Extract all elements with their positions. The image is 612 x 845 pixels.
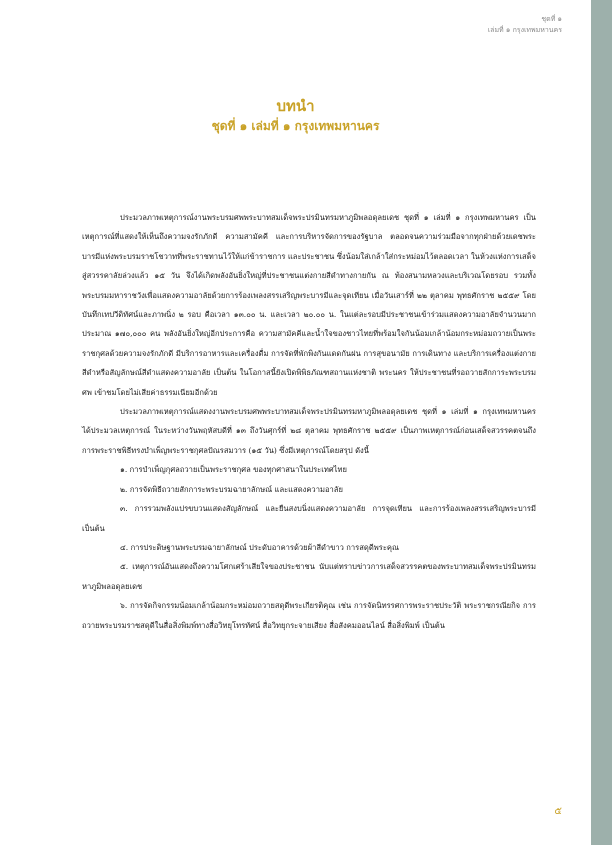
intro-paragraph: ประมวลภาพเหตุการณ์งานพระบรมศพพระบาทสมเด็จพระปรมินทรมหาภูมิพลอดุลยเดช ชุดที่ ๑ เล่มที่ ๑ กรุงเทพมหานคร เป็นเหตุการณ์ที่แสดงให้เห็นถึงความจงรักภักดี ความสามัคคี และการบริหารจัดการของรัฐบาล ตลอดจนความร่วมมือจากทุกฝ่ายด้วยเดชพระบารมีแห่งพระบรมราชโชวาทที่พระราชทานไว้ให้แก่ข้าราชการ และประชาชน ซึ่งน้อมใส่เกล้าใส่กระหม่อมไว้ตลอดเวลา ในห้วงแห่งการเสด็จสู่สวรรคาลัยล่วงแล้ว ๑๕ วัน จึงได้เกิดพลังอันยิ่งใหญ่ที่ประชาชนแต่งกายสีดำทางกายกัน ณ ท้องสนามหลวงและบริเวณโดยรอบ รวมทั้งพระบรมมหาราชวังเพื่อแสดงความอาลัยด้วยการร้องเพลงสรรเสริญพระบารมีและจุดเทียน เมื่อวันเสาร์ที่ ๒๒ ตุลาคม พุทธศักราช ๒๕๕๙ โดยบันทึกเทปวีดิทัศน์และภาพนิ่ง ๒ รอบ คือเวลา ๑๓.๐๐ น. และเวลา ๒๐.๐๐ น. ในแต่ละรอบมีประชาชนเข้าร่วมแสดงความอาลัยจำนวนมากประมาณ ๑๗๐,๐๐๐ คน พลังอันยิ่งใหญ่อีกประการคือ ความสามัคคีและน้ำใจของชาวไทยที่พร้อมใจกันน้อมเกล้าน้อมกระหม่อมถวายเป็นพระราชกุศลด้วยความจงรักภักดี มีบริการอาหารและเครื่องดื่ม การจัดที่พักพิงกันแดดกันฝน การสุขอนามัย การเดินทาง และบริการเครื่องแต่งกายสีดำหรือสัญลักษณ์สีดำแสดงความอาลัย เป็นต้น ในโอกาสนี้ยังเปิดพิพิธภัณฑสถานแห่งชาติ พระนคร ให้ประชาชนที่รอถวายสักการะพระบรมศพ เข้าชมโดยไม่เสียค่าธรรมเนียมอีกด้วย <box>82 213 536 397</box>
list-item: ๕. เหตุการณ์อันแสดงถึงความโศกเศร้าเสียใจของประชาชน นับแต่ทราบข่าวการเสด็จสวรรคตของพระบาทสมเด็จพระปรมินทรมหาภูมิพลอดุลยเดช <box>82 562 536 591</box>
summary-paragraph: ประมวลภาพเหตุการณ์แสดงงานพระบรมศพพระบาทสมเด็จพระปรมินทรมหาภูมิพลอดุลยเดช ชุดที่ ๑ เล่มที่ ๑ กรุงเทพมหานคร ได้ประมวลเหตุการณ์ ในระหว่างวันพฤหัสบดีที่ ๑๓ ถึงวันศุกร์ที่ ๒๘ ตุลาคม พุทธศักราช ๒๕๕๙ เป็นภาพเหตุการณ์ก่อนเสด็จสวรรคตจนถึงการพระราชพิธีทรงบำเพ็ญพระราชกุศลปัณรสมวาร (๑๕ วัน) ซึ่งมีเหตุการณ์โดยสรุป ดังนี้ <box>82 407 536 455</box>
header-book-label: เล่มที่ ๑ กรุงเทพมหานคร <box>487 26 562 34</box>
header-set-label: ชุดที่ ๑ <box>541 15 562 23</box>
page-title: บทนำ <box>276 97 315 115</box>
page-subtitle: ชุดที่ ๑ เล่มที่ ๑ กรุงเทพมหานคร <box>211 119 380 133</box>
list-item: ๔. การประดิษฐานพระบรมฉายาลักษณ์ ประดับอาคารด้วยผ้าสีดำขาว การสดุดีพระคุณ <box>120 542 400 552</box>
title-block <box>0 97 591 135</box>
body-text <box>82 208 536 635</box>
list-item: ๒. การจัดพิธีถวายสักการะพระบรมฉายาลักษณ์ และแสดงความอาลัย <box>120 484 343 494</box>
page-edge-band <box>591 0 612 845</box>
list-item: ๓. การรวมพลังแปรขบวนแสดงสัญลักษณ์ และยืนสงบนิ่งแสดงความอาลัย การจุดเทียน และการร้องเพลงสรรเสริญพระบารมี เป็นต้น <box>82 504 536 533</box>
page-number: ๕ <box>554 806 562 817</box>
list-item: ๖. การจัดกิจกรรมน้อมเกล้าน้อมกระหม่อมถวายสดุดีพระเกียรติคุณ เช่น การจัดนิทรรศการพระราชประวัติ พระราชกรณียกิจ การถวายพระบรมราชสดุดีในสื่อสิ่งพิมพ์ทางสื่อวิทยุโทรทัศน์ สื่อวิทยุกระจายเสียง สื่อสังคมออนไลน์ สื่อสิ่งพิมพ์ เป็นต้น <box>82 601 536 630</box>
running-header <box>488 14 562 36</box>
list-item: ๑. การบำเพ็ญกุศลถวายเป็นพระราชกุศล ของทุกศาสนาในประเทศไทย <box>120 465 347 475</box>
